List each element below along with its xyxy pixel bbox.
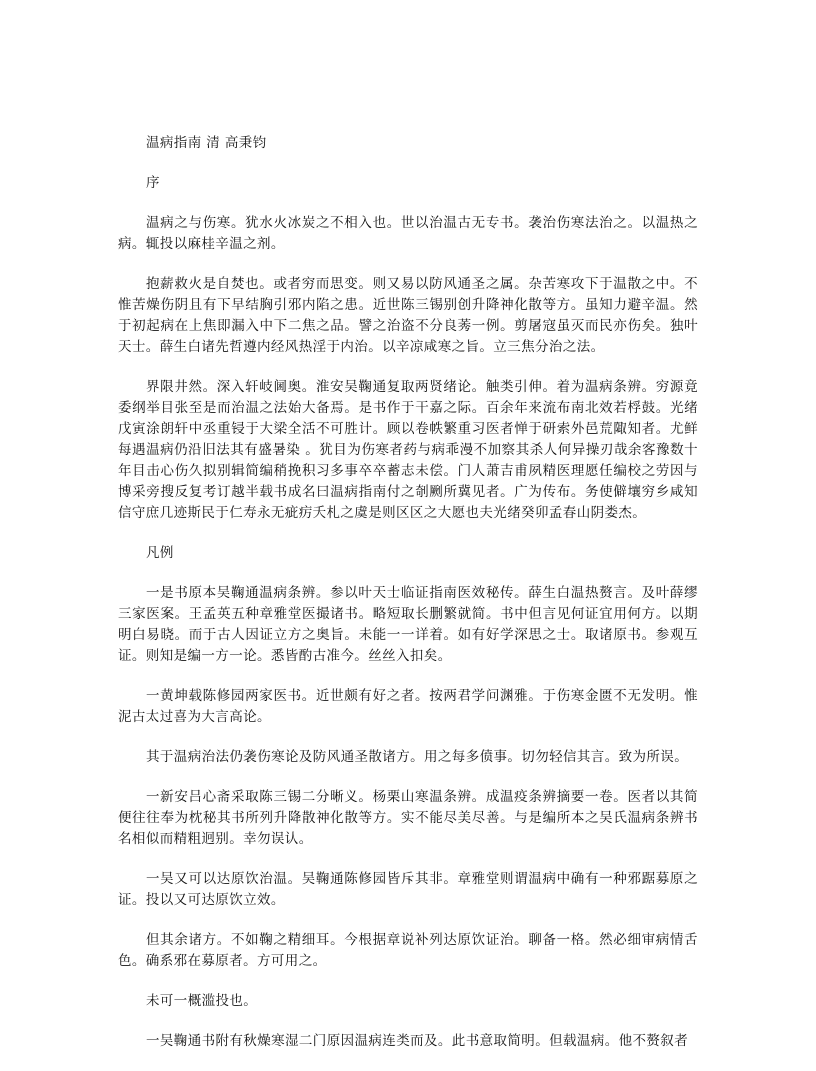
convention-paragraph: 一新安吕心斋采取陈三锡二分晰义。杨栗山寒温条辨。成温疫条辨摘要一卷。医者以其简便往往奉为枕秘其书所列升降散神化散等方。实不能尽美尽善。与是编所本之吴氏温病条辨书名相似而精粗迥别。幸勿误认。 <box>118 789 698 847</box>
convention-paragraph: 其于温病治法仍袭伤寒论及防风通圣散诸方。用之每多偾事。切勿轻信其言。致为所误。 <box>146 749 689 765</box>
convention-paragraph: 一吴鞠通书附有秋燥寒湿二门原因温病连类而及。此书意取简明。但载温病。他不赘叙者 <box>146 1033 689 1049</box>
convention-paragraph: 但其余诸方。不如鞠之精细耳。今根据章说补列达原饮证治。聊备一格。然必细审病情舌色。确系邪在募原者。方可用之。 <box>118 932 698 969</box>
convention-paragraph: 未可一概滥投也。 <box>146 993 258 1009</box>
conventions-heading: 凡例 <box>146 545 174 561</box>
preface-paragraph: 温病之与伤寒。犹水火冰炭之不相入也。世以治温古无专书。袭治伤寒法治之。以温热之病。辄投以麻桂辛温之剂。 <box>118 215 698 252</box>
convention-paragraph: 一吴又可以达原饮治温。吴鞠通陈修园皆斥其非。章雅堂则谓温病中确有一种邪踞募原之证。投以又可达原饮立效。 <box>118 871 698 908</box>
preface-heading: 序 <box>146 175 160 191</box>
convention-paragraph: 一黄坤载陈修园两家医书。近世颇有好之者。按两君学问渊雅。于伤寒金匮不无发明。惟泥古太过喜为大言高论。 <box>118 688 698 725</box>
preface-paragraph: 抱薪救火是自焚也。或者穷而思变。则又易以防风通圣之属。杂苦寒攻下于温散之中。不惟苦燥伤阴且有下早结胸引邪内陷之患。近世陈三锡别创升降神化散等方。虽知力避辛温。然于初起病在上焦即漏入中下二焦之品。譬之治盗不分良莠一例。剪屠寇虽灭而民亦伤矣。独叶天士。薛生白诸先哲遵内经风热淫于内治。以辛凉咸寒之旨。立三焦分治之法。 <box>118 276 698 355</box>
preface-paragraph: 界限井然。深入轩岐阃奥。淮安吴鞠通复取两贤绪论。触类引伸。着为温病条辨。穷源竟委纲举目张至是而治温之法始大备焉。是书作于干嘉之际。百余年来流布南北效若桴鼓。光绪戊寅涂朗轩中丞重锓于大梁全活不可胜计。顾以卷帙繁重习医者惮于研索外邑荒陬知者。尤鲜每遇温病仍沿旧法其有盛暑染 。犹目为伤寒者药与病乖漫不加察其杀人何异操刃哉余客豫数十年目击心伤久拟别辑简编稍挽积习多事卒卒蓄志未偿。门人萧吉甫夙精医理愿任编校之劳因与博采旁搜反复考订越半载书成名曰温病指南付之剞劂所冀见者。广为传布。务使僻壤穷乡咸知信守庶几迹斯民于仁寿永无疵疠夭札之虞是则区区之大愿也夫光绪癸卯孟春山阴娄杰。 <box>118 379 698 521</box>
convention-paragraph: 一是书原本吴鞠通温病条辨。参以叶天士临证指南医效秘传。薛生白温热赘言。及叶薛缪三家医案。王孟英五种章雅堂医撮诸书。略短取长删繁就简。书中但言见何证宜用何方。以期明白易晓。而于古人因证立方之奥旨。未能一一详着。如有好学深思之士。取诸原书。参观互证。则知是编一方一论。悉皆酌古准今。丝丝入扣矣。 <box>118 585 698 664</box>
document-title: 温病指南 清 高秉钧 <box>146 135 267 151</box>
document-body <box>118 133 698 1071</box>
